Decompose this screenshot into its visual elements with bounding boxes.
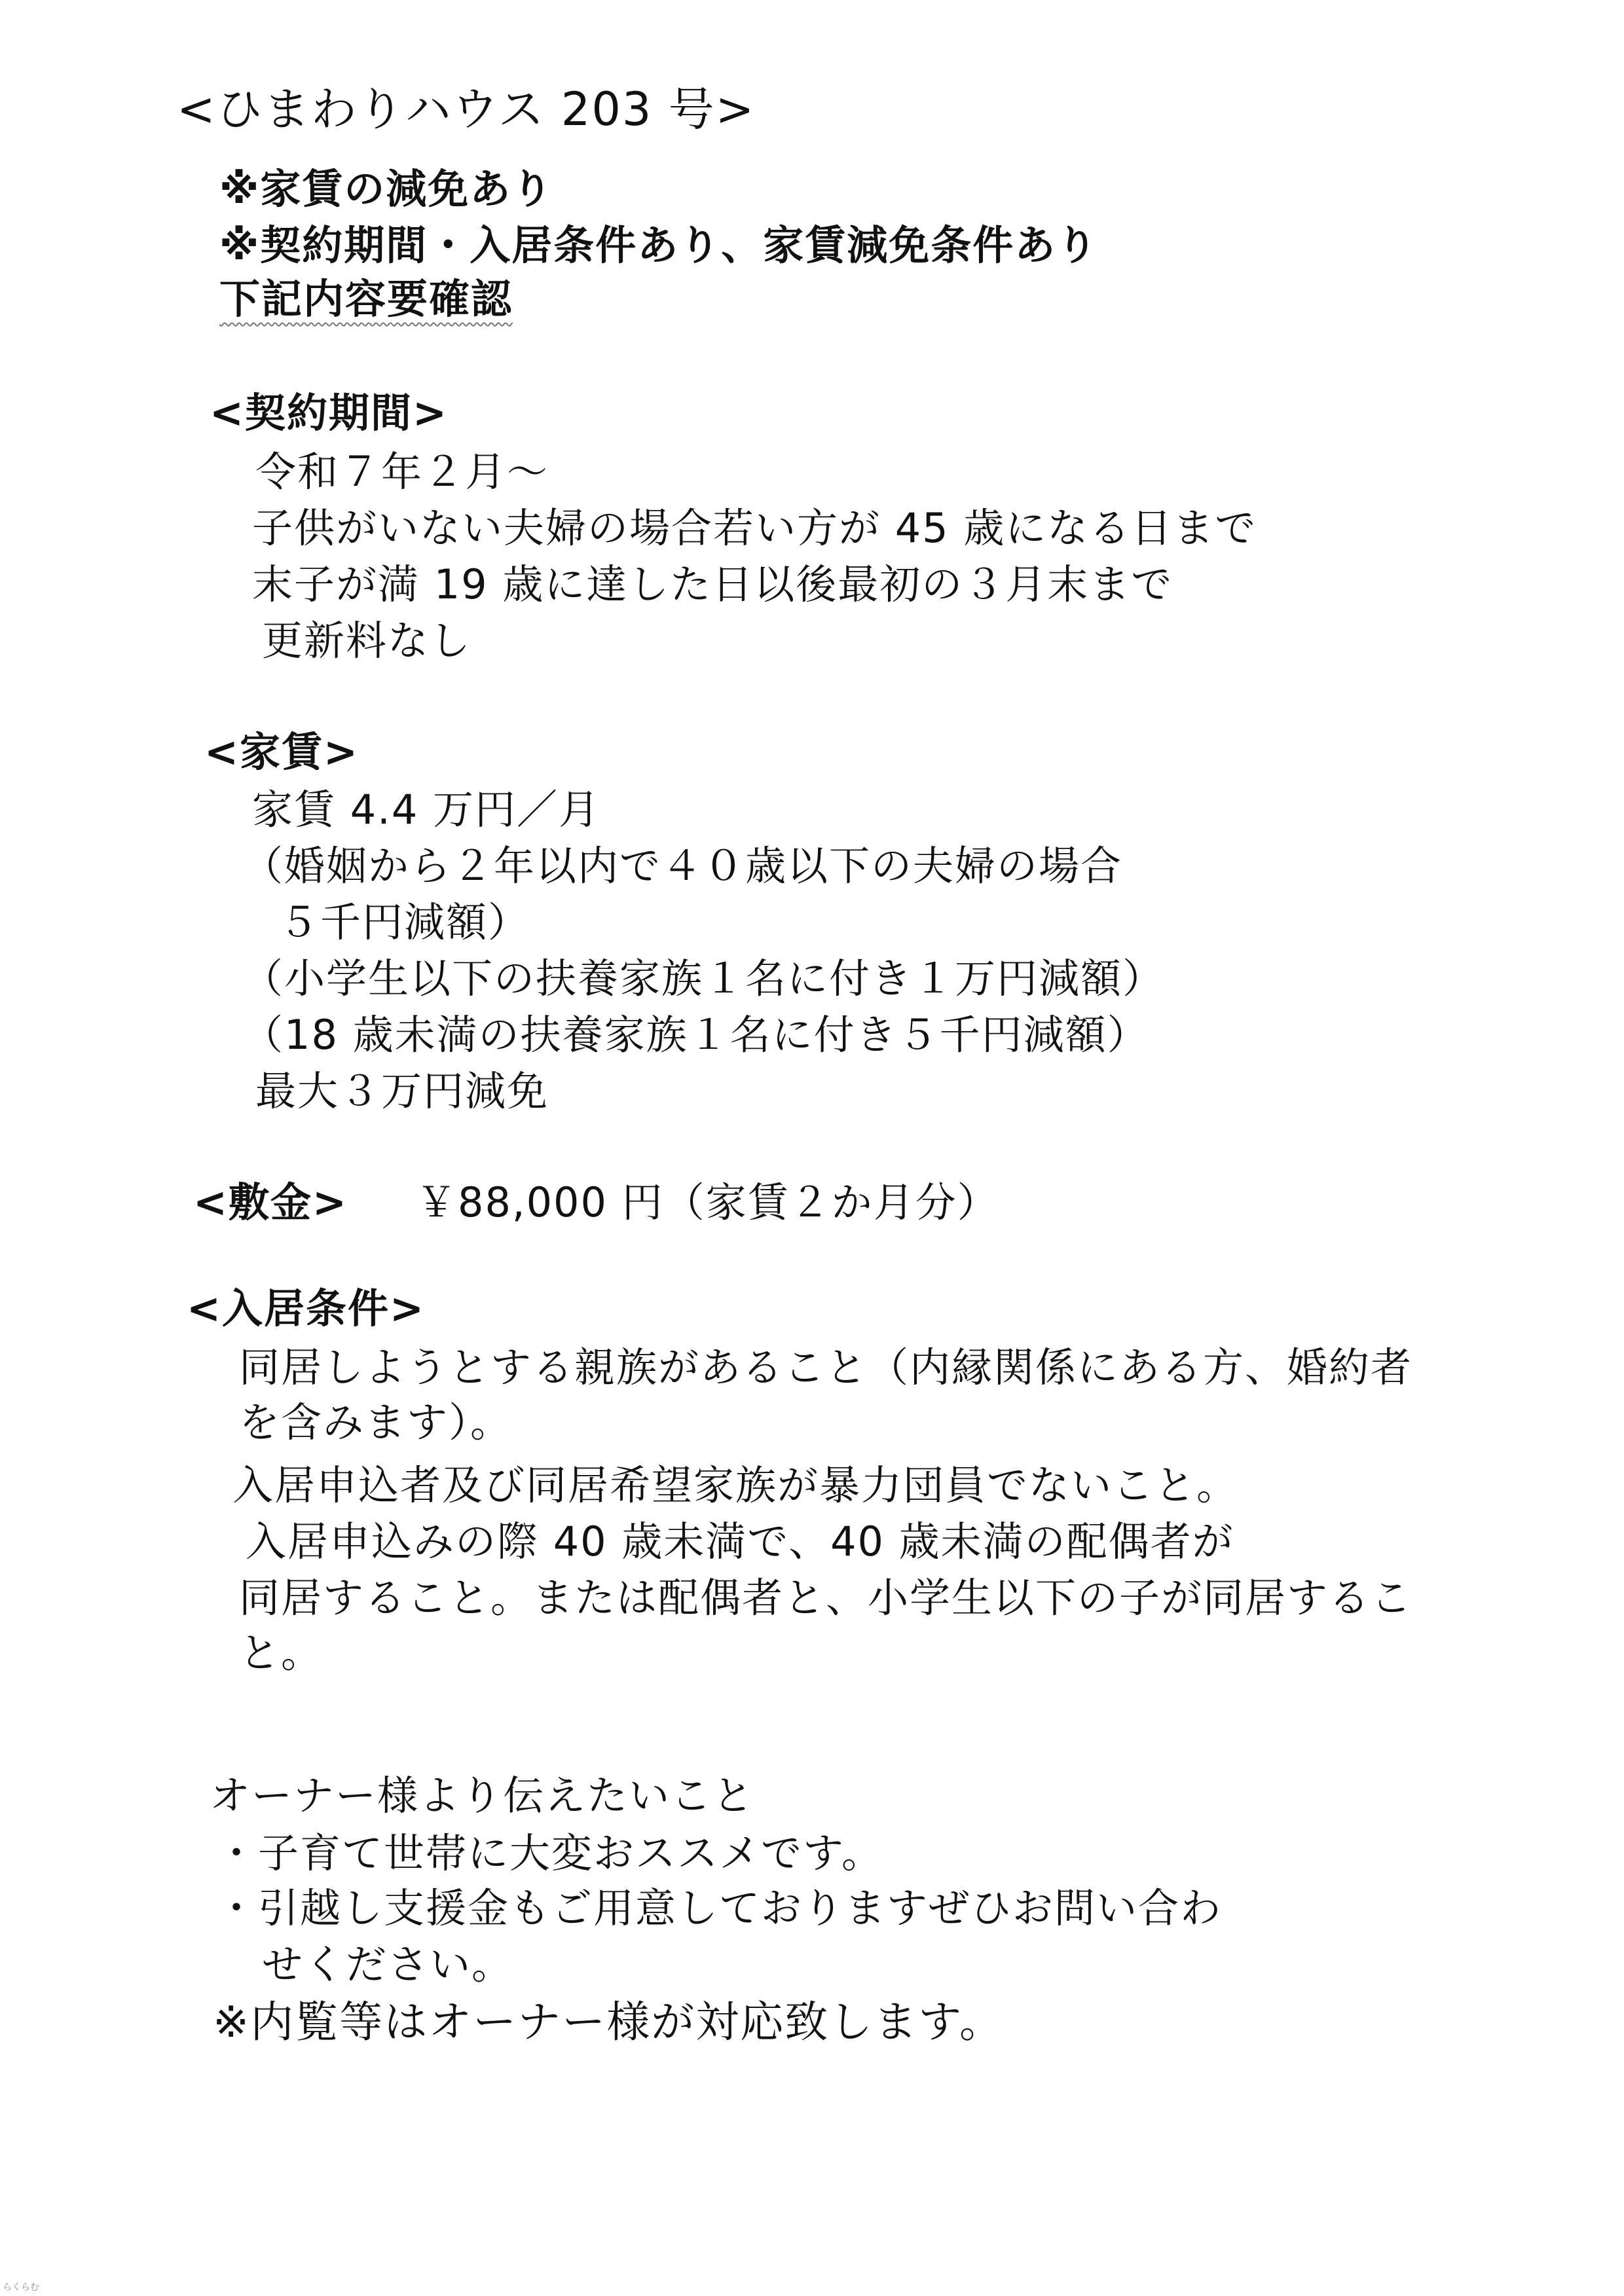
rent-line: ５千円減額） — [278, 898, 530, 946]
contract-line: 末子が満 19 歳に達した日以後最初の３月末まで — [252, 560, 1173, 608]
rent-line: 家賃 4.4 万円／月 — [252, 786, 601, 833]
conditions-line: 同居すること。または配偶者と、小学生以下の子が同居するこ — [239, 1574, 1413, 1622]
conditions-heading: <入居条件> — [187, 1285, 425, 1332]
footer-mark: らくらむ — [3, 2282, 39, 2293]
conditions-line: 入居申込者及び同居希望家族が暴力団員でないこと。 — [232, 1461, 1239, 1509]
rent-line: （18 歳未満の扶養家族１名に付き５千円減額） — [242, 1011, 1149, 1059]
owner-heading: オーナー様より伝えたいこと — [210, 1772, 755, 1819]
confirm-note: 下記内容要確認 — [219, 275, 513, 323]
conditions-line: を含みます）。 — [239, 1398, 513, 1446]
rent-line: （婚姻から２年以内で４０歳以下の夫婦の場合 — [242, 842, 1123, 890]
deposit-value: ￥88,000 円（家賃２か月分） — [416, 1178, 999, 1226]
owner-line: せください。 — [262, 1941, 514, 1988]
rent-line: 最大３万円減免 — [255, 1067, 549, 1115]
conditions-line: 入居申込みの際 40 歳未満で、40 歳未満の配偶者が — [246, 1518, 1234, 1565]
owner-line: ・子育て世帯に大変おススメです。 — [216, 1829, 884, 1877]
contract-line: 更新料なし — [262, 617, 472, 665]
deposit-heading: <敷金> — [193, 1178, 348, 1226]
rent-line: （小学生以下の扶養家族１名に付き１万円減額） — [242, 955, 1165, 1002]
conditions-line: と。 — [239, 1629, 323, 1677]
owner-line: ※内覧等はオーナー様が対応致します。 — [213, 1997, 1005, 2047]
contract-line: 子供がいない夫婦の場合若い方が 45 歳になる日まで — [252, 504, 1257, 552]
conditions-line: 同居しようとする親族があること（内縁関係にある方、婚約者 — [239, 1343, 1413, 1391]
rent-reduction-note: ※家賃の減免あり — [219, 165, 554, 213]
conditions-note: ※契約期間・入居条件あり、家賃減免条件あり — [219, 221, 1099, 269]
owner-line: ・引越し支援金もご用意しておりますぜひお問い合わ — [216, 1884, 1223, 1932]
contract-heading: <契約期間> — [210, 389, 448, 437]
page-title: <ひまわりハウス 203 号> — [177, 82, 756, 136]
rent-heading: <家賃> — [204, 728, 359, 776]
contract-line: 令和７年２月～ — [255, 448, 549, 496]
